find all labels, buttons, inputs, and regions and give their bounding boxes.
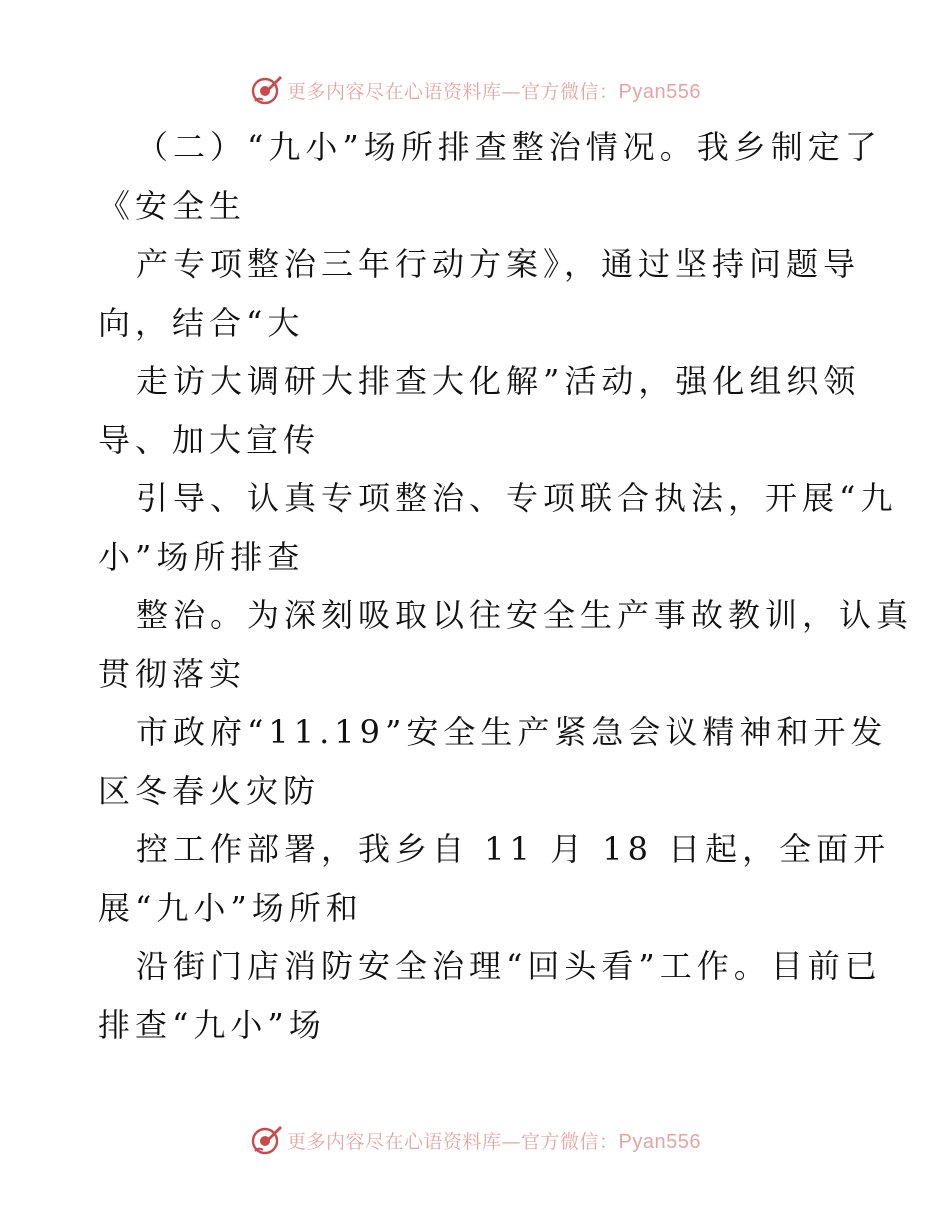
text-line: 《安全生 [98, 186, 247, 225]
text-line: 小”场所排查 [98, 537, 305, 576]
text-line: 控工作部署，我乡自 11 月 18 日起，全面开 [136, 830, 891, 868]
text-line: 产专项整治三年行动方案》，通过坚持问题导 [136, 245, 861, 283]
text-line: （二）“九小”场所排查整治情况。我乡制定了 [136, 128, 882, 166]
watermark-wechat-id: Pyan556 [618, 80, 701, 103]
footer-watermark [0, 1120, 950, 1160]
pen-logo-icon [249, 73, 283, 107]
pen-logo-icon [249, 1123, 283, 1157]
watermark-text: 更多内容尽在心语资料库—官方微信：Pyan556 [287, 80, 701, 103]
text-line: 走访大调研大排查大化解”活动，强化组织领 [136, 362, 861, 400]
text-line: 贯彻落实 [98, 654, 247, 693]
watermark-wechat-id: Pyan556 [618, 1130, 701, 1153]
text-line: 排查“九小”场 [98, 1005, 326, 1044]
text-line: 沿街门店消防安全治理“回头看”工作。目前已 [136, 947, 882, 985]
document-body [98, 118, 914, 1054]
text-line: 区冬春火灾防 [98, 771, 321, 810]
watermark-text: 更多内容尽在心语资料库—官方微信：Pyan556 [287, 1130, 701, 1153]
text-line: 整治。为深刻吸取以往安全生产事故教训，认真 [136, 596, 914, 634]
header-watermark [0, 70, 950, 110]
text-line: 导、加大宣传 [98, 420, 321, 459]
text-line: 市政府“11.19”安全生产紧急会议精神和开发 [136, 713, 888, 751]
text-line: 展“九小”场所和 [98, 888, 363, 927]
text-line: 引导、认真专项整治、专项联合执法，开展“九 [136, 479, 898, 517]
text-line: 向，结合“大 [98, 303, 305, 342]
